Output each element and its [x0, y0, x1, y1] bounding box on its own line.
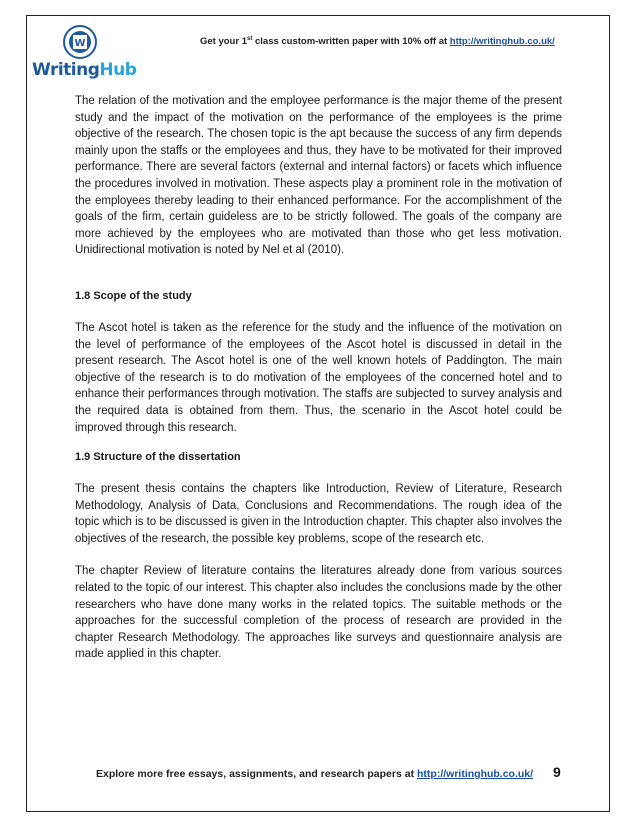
footer-text: Explore more free essays, assignments, and research papers at: [96, 768, 417, 780]
header-prefix: Get your 1: [200, 36, 247, 47]
structure-paragraph-1: The present thesis contains the chapters like Introduction, Review of Literature, Research Methodology, Analysis of Data, Conclusions and Recommendations. The rough idea of the topic which is to be discussed is given in the Introduction chapter. This chapter also involves the objectives of the research, the possible key problems, scope of the research etc.: [75, 483, 562, 545]
logo-word-writing: Writing: [32, 60, 100, 80]
header-middle: class custom-written paper with 10% off at: [252, 36, 450, 47]
header-sup: st: [247, 35, 253, 42]
intro-paragraph: The relation of the motivation and the employee performance is the major theme of the present study and the impact of the motivation on the performance of the employees is the prime objective of the research. The chosen topic is the apt because the success of any firm depends mainly upon the staffs or the employees and thus, they have to be motivated for their improved performance. There are several factors (external and internal factors) or facets which influence the procedures involved in motivation. These aspects play a prominent role in the motivation of the employees thereby leading to their enhanced performance. For the accomplishment of the goals of the firm, certain guideless are to be strictly followed. The goals of the company are more achieved by the employees who are motivated than those who get less motivation. Unidirectional motivation is noted by Nel et al (2010).: [75, 95, 562, 257]
heading-scope-of-study: 1.8 Scope of the study: [75, 289, 192, 302]
logo-word-hub: Hub: [99, 60, 137, 80]
heading-structure-of-dissertation: 1.9 Structure of the dissertation: [75, 451, 241, 464]
footer-note: [96, 768, 533, 780]
page-number: 9: [553, 764, 561, 780]
document-body: [75, 93, 562, 663]
header-promo: [200, 36, 580, 47]
svg-text:W: W: [74, 38, 86, 49]
writinghub-logo-icon: [62, 24, 98, 60]
header-link[interactable]: http://writinghub.co.uk/: [449, 36, 555, 47]
structure-paragraph-2: The chapter Review of literature contains the literatures already done from various sources related to the topic of our interest. This chapter also includes the conclusions made by the other researchers who have done many works in the related topics. The suitable methods or the approaches for the successful completion of the process of research are provided in the chapter Research Methodology. The approaches like surveys and questionnaire analysis are made applied in this chapter.: [75, 565, 562, 661]
scope-paragraph: The Ascot hotel is taken as the reference for the study and the influence of the motivation on the level of performance of the employees of the Ascot hotel is discussed in detail in the present research. The Ascot hotel is one of the well known hotels of Paddington. The main objective of the research is to do motivation of the employees of the concerned hotel and to enhance their performances through motivation. The staffs are subjected to survey analysis and the required data is obtained from them. Thus, the scenario in the Ascot hotel could be improved through this research.: [75, 321, 562, 434]
footer-link[interactable]: http://writinghub.co.uk/: [417, 768, 534, 780]
writinghub-logo: [32, 24, 137, 86]
logo-wordmark: [32, 60, 137, 80]
